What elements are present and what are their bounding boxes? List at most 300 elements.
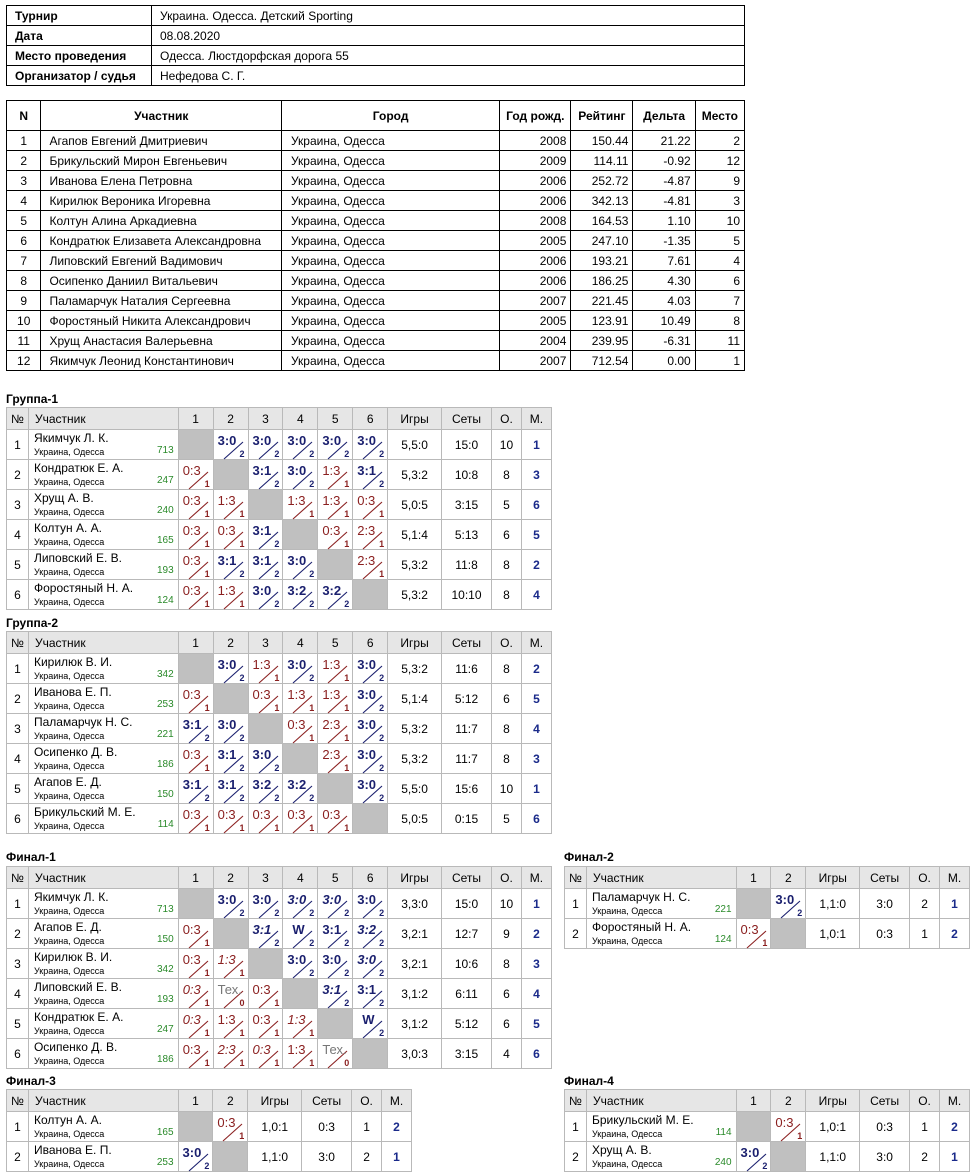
match-score: 3:1 — [357, 463, 377, 478]
match-result-cell — [213, 949, 248, 979]
match-score: 0:3 — [217, 807, 236, 822]
match-points: 1 — [239, 1058, 245, 1068]
self-cell — [318, 550, 353, 580]
match-result-cell — [353, 744, 388, 774]
match-result-cell — [771, 889, 806, 919]
row-points: 8 — [491, 744, 521, 774]
player-name: Хрущ А. В. — [33, 491, 94, 505]
col-sets: Сеты — [860, 867, 910, 889]
row-sets: 0:3 — [860, 1112, 910, 1142]
match-score: 0:3 — [252, 1012, 271, 1027]
match-points: 2 — [379, 998, 385, 1008]
player-name: Паламарчук Н. С. — [33, 715, 133, 729]
group-header-row — [7, 867, 552, 889]
group-row — [7, 1039, 552, 1069]
info-row — [7, 26, 745, 46]
row-place: 3 — [521, 744, 551, 774]
self-cell — [213, 684, 248, 714]
match-points: 1 — [204, 479, 210, 489]
group-row — [7, 1142, 412, 1172]
match-score: 0:3 — [182, 523, 201, 538]
player-name: Брикульский М. Е. — [33, 805, 136, 819]
match-score: 0:3 — [182, 463, 201, 478]
participant-cell: 4.03 — [633, 291, 695, 311]
col-opponent: 1 — [178, 867, 213, 889]
match-score: 3:0 — [357, 717, 377, 732]
row-games: 1,0:1 — [806, 919, 860, 949]
player-rating: 193 — [157, 565, 174, 576]
match-score: 0:3 — [217, 1115, 236, 1130]
player-rating: 114 — [157, 819, 174, 830]
match-result-cell — [213, 490, 248, 520]
match-score: 3:0 — [322, 952, 342, 967]
player-name: Осипенко Д. В. — [33, 1040, 118, 1054]
match-score: 3:0 — [287, 892, 307, 907]
match-points: 2 — [379, 763, 385, 773]
player-cell — [28, 684, 178, 714]
match-points: 1 — [344, 823, 350, 833]
row-place: 6 — [521, 804, 551, 834]
match-result-cell — [248, 774, 283, 804]
player-city: Украина, Одесса — [33, 701, 105, 711]
row-num: 2 — [7, 460, 29, 490]
match-result-cell — [283, 919, 318, 949]
match-points: 2 — [762, 1161, 768, 1171]
participant-cell: 4 — [695, 251, 744, 271]
match-result-cell — [248, 919, 283, 949]
player-rating: 186 — [157, 759, 174, 770]
participant-cell: 164.53 — [571, 211, 633, 231]
player-city: Украина, Одесса — [33, 507, 105, 517]
col-opponent: 1 — [178, 408, 213, 430]
player-cell — [28, 430, 178, 460]
row-num: 2 — [7, 684, 29, 714]
participant-cell: -4.81 — [633, 191, 695, 211]
participant-cell: -6.31 — [633, 331, 695, 351]
group-title: Группа-1 — [6, 392, 59, 406]
match-points: 2 — [274, 449, 280, 459]
match-result-cell — [283, 684, 318, 714]
match-points: 2 — [309, 569, 315, 579]
match-result-cell — [248, 804, 283, 834]
participant-cell: -4.87 — [633, 171, 695, 191]
row-sets: 10:8 — [442, 460, 492, 490]
row-games: 5,3:2 — [388, 460, 442, 490]
row-sets: 12:7 — [442, 919, 492, 949]
match-points: 1 — [274, 1028, 280, 1038]
match-score: 3:0 — [357, 657, 377, 672]
participant-row — [7, 251, 745, 271]
match-points: 2 — [379, 733, 385, 743]
row-games: 5,1:4 — [388, 684, 442, 714]
player-cell — [28, 580, 178, 610]
col-opponent: 1 — [178, 632, 213, 654]
participant-cell: Украина, Одесса — [281, 271, 499, 291]
match-result-cell — [213, 580, 248, 610]
player-city: Украина, Одесса — [33, 671, 105, 681]
col-place: М. — [382, 1090, 412, 1112]
match-score: 3:0 — [252, 583, 272, 598]
match-result-cell — [213, 430, 248, 460]
player-rating: 247 — [157, 475, 174, 486]
player-rating: 713 — [157, 445, 174, 456]
match-score: 1:3 — [217, 1012, 236, 1027]
row-sets: 0:15 — [442, 804, 492, 834]
row-games: 5,5:0 — [388, 430, 442, 460]
match-points: 2 — [344, 599, 350, 609]
participant-cell: 4.30 — [633, 271, 695, 291]
participant-cell: Украина, Одесса — [281, 231, 499, 251]
match-score: W — [292, 922, 305, 937]
match-result-cell — [318, 804, 353, 834]
match-result-cell — [318, 1039, 353, 1069]
match-result-cell — [178, 580, 213, 610]
match-result-cell — [771, 1112, 806, 1142]
match-result-cell — [283, 714, 318, 744]
group-row — [7, 744, 552, 774]
player-name: Иванова Е. П. — [33, 685, 112, 699]
match-score: 1:3 — [252, 657, 271, 672]
participant-cell: 7.61 — [633, 251, 695, 271]
row-sets: 5:12 — [442, 684, 492, 714]
match-result-cell — [178, 520, 213, 550]
match-points: 1 — [204, 968, 210, 978]
self-cell — [248, 490, 283, 520]
row-place: 1 — [521, 889, 551, 919]
self-cell — [353, 804, 388, 834]
row-games: 1,1:0 — [806, 1142, 860, 1172]
participant-row — [7, 191, 745, 211]
match-score: 0:3 — [182, 952, 201, 967]
self-cell — [283, 744, 318, 774]
match-points: 1 — [204, 1028, 210, 1038]
col-opponent: 1 — [178, 1090, 213, 1112]
match-score: 3:0 — [217, 892, 237, 907]
player-cell — [586, 919, 736, 949]
participant-row — [7, 271, 745, 291]
participant-row — [7, 311, 745, 331]
match-result-cell — [283, 1009, 318, 1039]
participant-cell: Украина, Одесса — [281, 131, 499, 151]
row-points: 8 — [491, 580, 521, 610]
player-rating: 342 — [157, 669, 174, 680]
self-cell — [318, 1009, 353, 1039]
match-points: 1 — [274, 673, 280, 683]
group-header-row — [565, 867, 970, 889]
col-opponent: 3 — [248, 408, 283, 430]
match-score: 3:2 — [287, 777, 307, 792]
info-row — [7, 6, 745, 26]
match-result-cell — [318, 430, 353, 460]
player-name: Колтун А. А. — [33, 1113, 102, 1127]
match-score: 2:3 — [322, 747, 341, 762]
match-result-cell — [353, 949, 388, 979]
row-points: 1 — [910, 1112, 940, 1142]
match-score: 3:0 — [322, 892, 342, 907]
col-opponent: 2 — [771, 867, 806, 889]
col-games: Игры — [388, 408, 442, 430]
col-sets: Сеты — [442, 867, 492, 889]
row-points: 1 — [910, 919, 940, 949]
participant-cell: 11 — [7, 331, 41, 351]
row-points: 8 — [491, 460, 521, 490]
match-result-cell — [736, 1142, 771, 1172]
row-num: 5 — [7, 550, 29, 580]
match-score: 3:2 — [287, 583, 307, 598]
match-result-cell — [178, 804, 213, 834]
match-score: 3:0 — [287, 952, 307, 967]
match-score: 3:0 — [287, 433, 307, 448]
match-score: 1:3 — [217, 493, 236, 508]
match-score: 3:0 — [357, 892, 377, 907]
match-score: 3:1 — [322, 922, 342, 937]
match-result-cell — [283, 774, 318, 804]
col-place: М. — [521, 408, 551, 430]
player-cell — [586, 889, 736, 919]
group-row — [7, 919, 552, 949]
row-num: 1 — [7, 654, 29, 684]
match-result-cell — [283, 1039, 318, 1069]
match-result-cell — [318, 889, 353, 919]
match-points: 2 — [274, 539, 280, 549]
group-row — [7, 684, 552, 714]
self-cell — [178, 430, 213, 460]
participant-cell: 12 — [7, 351, 41, 371]
participant-cell: 12 — [695, 151, 744, 171]
match-score: 3:0 — [252, 747, 272, 762]
participant-cell: 10 — [695, 211, 744, 231]
row-num: 2 — [7, 919, 29, 949]
player-city: Украина, Одесса — [33, 996, 105, 1006]
player-rating: 150 — [157, 789, 174, 800]
participant-cell: 9 — [695, 171, 744, 191]
player-rating: 165 — [157, 535, 174, 546]
match-points: 2 — [309, 673, 315, 683]
group-title: Финал-1 — [6, 850, 56, 864]
match-points: 1 — [204, 569, 210, 579]
group-table — [564, 866, 970, 949]
match-result-cell — [283, 430, 318, 460]
match-score: 0:3 — [740, 922, 759, 937]
match-result-cell — [353, 1009, 388, 1039]
participant-cell: 239.95 — [571, 331, 633, 351]
row-sets: 6:11 — [442, 979, 492, 1009]
match-points: 1 — [204, 998, 210, 1008]
match-result-cell — [248, 580, 283, 610]
participant-cell: 8 — [695, 311, 744, 331]
row-sets: 15:0 — [442, 430, 492, 460]
match-points: 2 — [239, 908, 245, 918]
player-city: Украина, Одесса — [33, 1129, 105, 1139]
match-points: 1 — [239, 509, 245, 519]
match-points: 1 — [274, 998, 280, 1008]
match-points: 2 — [274, 599, 280, 609]
group-title: Финал-3 — [6, 1074, 56, 1088]
match-points: 1 — [204, 599, 210, 609]
row-sets: 15:0 — [442, 889, 492, 919]
match-points: 1 — [204, 763, 210, 773]
match-points: 1 — [309, 823, 315, 833]
col-name: Участник — [28, 632, 178, 654]
match-points: 1 — [309, 509, 315, 519]
player-name: Якимчук Л. К. — [33, 431, 109, 445]
participant-cell: 3 — [695, 191, 744, 211]
col-opponent: 6 — [353, 632, 388, 654]
row-games: 1,1:0 — [248, 1142, 302, 1172]
match-score: 1:3 — [287, 687, 306, 702]
participant-row — [7, 331, 745, 351]
match-score: 3:0 — [182, 1145, 202, 1160]
self-cell — [283, 520, 318, 550]
row-points: 1 — [352, 1112, 382, 1142]
match-result-cell — [318, 460, 353, 490]
match-score: 3:0 — [357, 952, 377, 967]
row-place: 1 — [521, 774, 551, 804]
player-cell — [28, 889, 178, 919]
col-sets: Сеты — [442, 632, 492, 654]
participant-row — [7, 351, 745, 371]
participant-cell: 2009 — [500, 151, 571, 171]
row-num: 2 — [7, 1142, 29, 1172]
match-points: 2 — [344, 449, 350, 459]
group-table — [6, 866, 552, 1069]
col-sets: Сеты — [860, 1090, 910, 1112]
row-sets: 3:15 — [442, 490, 492, 520]
match-points: 1 — [204, 703, 210, 713]
match-score: 3:1 — [357, 982, 377, 997]
player-cell — [28, 520, 178, 550]
col-opponent: 2 — [213, 632, 248, 654]
group-header-row — [7, 632, 552, 654]
row-games: 5,5:0 — [388, 774, 442, 804]
match-points: 1 — [204, 509, 210, 519]
col-opponent: 2 — [771, 1090, 806, 1112]
match-result-cell — [318, 490, 353, 520]
player-name: Агапов Е. Д. — [33, 775, 102, 789]
row-points: 2 — [910, 1142, 940, 1172]
player-name: Липовский Е. В. — [33, 551, 122, 565]
match-score: 3:0 — [252, 892, 272, 907]
col-num: № — [7, 632, 29, 654]
participant-cell: Украина, Одесса — [281, 171, 499, 191]
match-score: 3:0 — [217, 433, 237, 448]
col-name: Участник — [28, 1090, 178, 1112]
col-games: Игры — [806, 867, 860, 889]
row-points: 10 — [491, 430, 521, 460]
row-points: 9 — [491, 919, 521, 949]
participant-cell: 114.11 — [571, 151, 633, 171]
player-cell — [28, 949, 178, 979]
match-score: 1:3 — [322, 687, 341, 702]
match-result-cell — [318, 580, 353, 610]
match-score: 3:0 — [740, 1145, 760, 1160]
group-row — [7, 714, 552, 744]
group-row — [7, 460, 552, 490]
row-sets: 10:6 — [442, 949, 492, 979]
col-num: № — [565, 867, 587, 889]
match-result-cell — [248, 460, 283, 490]
match-result-cell — [248, 430, 283, 460]
row-place: 2 — [940, 919, 970, 949]
player-rating: 713 — [157, 904, 174, 915]
group-row — [7, 520, 552, 550]
row-place: 5 — [521, 1009, 551, 1039]
participant-cell: 5 — [7, 211, 41, 231]
col-opponent: 6 — [353, 408, 388, 430]
match-points: 1 — [344, 733, 350, 743]
match-points: 2 — [379, 793, 385, 803]
participant-row — [7, 211, 745, 231]
match-points: 2 — [379, 449, 385, 459]
match-points: 1 — [239, 1028, 245, 1038]
col-points: О. — [491, 867, 521, 889]
match-score: 3:2 — [252, 777, 272, 792]
match-score: 0:3 — [182, 1042, 201, 1057]
match-result-cell — [213, 979, 248, 1009]
match-points: 1 — [274, 703, 280, 713]
row-games: 3,2:1 — [388, 949, 442, 979]
match-result-cell — [283, 654, 318, 684]
match-result-cell — [213, 550, 248, 580]
match-points: 2 — [204, 793, 210, 803]
match-score: 0:3 — [775, 1115, 794, 1130]
group-row — [7, 1009, 552, 1039]
match-points: 2 — [379, 673, 385, 683]
match-points: 2 — [344, 908, 350, 918]
match-score: 0:3 — [252, 687, 271, 702]
row-place: 1 — [382, 1142, 412, 1172]
row-num: 6 — [7, 804, 29, 834]
participant-cell: Украина, Одесса — [281, 351, 499, 371]
participant-cell: Брикульский Мирон Евгеньевич — [41, 151, 282, 171]
match-points: 0 — [239, 998, 245, 1008]
player-rating: 247 — [157, 1024, 174, 1035]
match-result-cell — [213, 520, 248, 550]
match-result-cell — [318, 979, 353, 1009]
row-points: 10 — [491, 774, 521, 804]
match-score: 1:3 — [217, 583, 236, 598]
row-games: 3,2:1 — [388, 919, 442, 949]
match-score: 0:3 — [182, 922, 201, 937]
col-points: О. — [491, 632, 521, 654]
col-points: О. — [352, 1090, 382, 1112]
self-cell — [213, 919, 248, 949]
match-score: 0:3 — [322, 523, 341, 538]
match-result-cell — [353, 979, 388, 1009]
row-place: 2 — [521, 654, 551, 684]
player-city: Украина, Одесса — [33, 567, 105, 577]
col-num: № — [7, 408, 29, 430]
self-cell — [178, 1112, 213, 1142]
row-sets: 11:8 — [442, 550, 492, 580]
col-opponent: 1 — [736, 867, 771, 889]
row-games: 5,0:5 — [388, 490, 442, 520]
player-cell — [28, 654, 178, 684]
row-sets: 3:0 — [860, 889, 910, 919]
match-score: 3:1 — [182, 717, 202, 732]
group-table — [6, 631, 552, 834]
row-games: 5,3:2 — [388, 714, 442, 744]
group-header-row — [565, 1090, 970, 1112]
player-rating: 240 — [714, 1157, 732, 1168]
match-score: 3:0 — [357, 433, 377, 448]
row-points: 8 — [491, 550, 521, 580]
participant-cell: 6 — [7, 231, 41, 251]
self-cell — [178, 654, 213, 684]
row-games: 5,1:4 — [388, 520, 442, 550]
row-points: 5 — [491, 490, 521, 520]
participant-cell: 1 — [695, 351, 744, 371]
